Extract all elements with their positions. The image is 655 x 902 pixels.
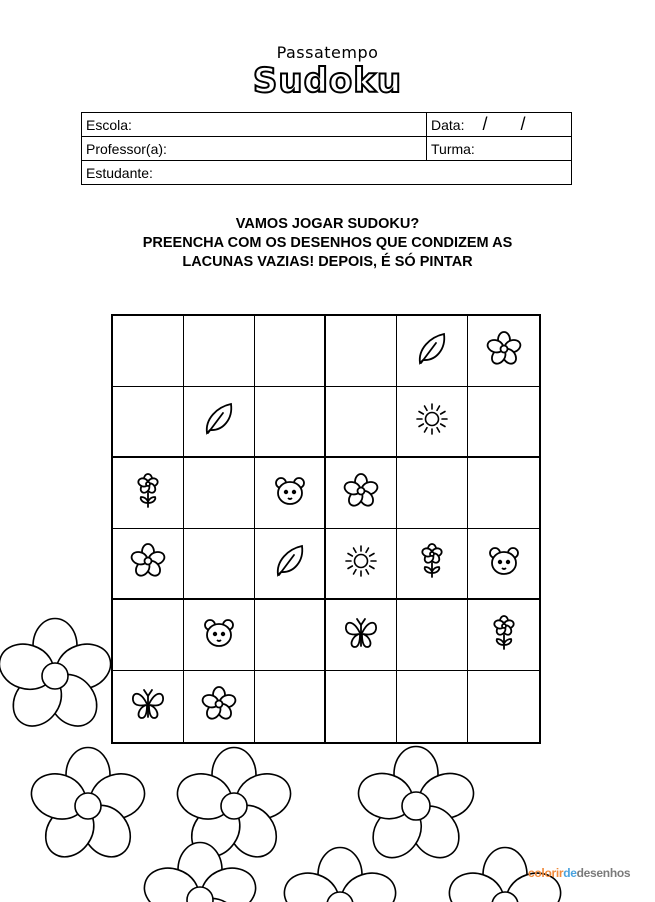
- sudoku-cell[interactable]: [468, 529, 539, 600]
- sudoku-cell[interactable]: [326, 458, 397, 529]
- butterfly-icon: [128, 684, 168, 729]
- sudoku-cell[interactable]: [184, 316, 255, 387]
- date-slashes: / /: [482, 114, 540, 134]
- sudoku-cell[interactable]: [397, 458, 468, 529]
- flower-icon: [199, 684, 239, 729]
- sudoku-cell[interactable]: [397, 600, 468, 671]
- instruction-line-3: LACUNAS VAZIAS! DEPOIS, É SÓ PINTAR: [182, 254, 473, 270]
- sudoku-cell[interactable]: [326, 387, 397, 458]
- sudoku-cell[interactable]: [255, 600, 326, 671]
- escola-label: Escola:: [86, 116, 132, 133]
- page-title: Sudoku: [252, 61, 403, 101]
- sudoku-cell[interactable]: [113, 316, 184, 387]
- sudoku-cell[interactable]: [468, 671, 539, 742]
- professor-label: Professor(a):: [86, 140, 167, 157]
- sudoku-cell[interactable]: [397, 671, 468, 742]
- sudoku-cell[interactable]: [397, 529, 468, 600]
- leaf-icon: [270, 541, 310, 586]
- turma-label: Turma:: [431, 140, 475, 157]
- sudoku-cell[interactable]: [184, 387, 255, 458]
- sudoku-cell[interactable]: [468, 458, 539, 529]
- leaf-icon: [412, 329, 452, 374]
- bear-icon: [484, 541, 524, 586]
- butterfly-icon: [341, 613, 381, 658]
- instruction-line-2: PREENCHA COM OS DESENHOS QUE CONDIZEM AS: [142, 235, 513, 251]
- sudoku-cell[interactable]: [255, 458, 326, 529]
- flower-icon: [484, 329, 524, 374]
- tulip-icon: [412, 541, 452, 586]
- sudoku-cell[interactable]: [468, 316, 539, 387]
- sun-icon: [412, 399, 452, 444]
- flower-icon: [341, 471, 381, 516]
- sudoku-cell[interactable]: [184, 671, 255, 742]
- sudoku-cell[interactable]: [255, 671, 326, 742]
- sudoku-cell[interactable]: [113, 671, 184, 742]
- bear-icon: [270, 471, 310, 516]
- sun-icon: [341, 541, 381, 586]
- sudoku-cell[interactable]: [255, 316, 326, 387]
- sudoku-cell[interactable]: [184, 458, 255, 529]
- sudoku-cell[interactable]: [113, 458, 184, 529]
- sudoku-cell[interactable]: [326, 600, 397, 671]
- sudoku-grid: [111, 314, 541, 744]
- sudoku-cell[interactable]: [113, 600, 184, 671]
- page-subtitle: Passatempo: [276, 43, 379, 62]
- tulip-icon: [484, 613, 524, 658]
- sudoku-cell[interactable]: [255, 529, 326, 600]
- flower-icon: [128, 541, 168, 586]
- leaf-icon: [199, 399, 239, 444]
- sudoku-cell[interactable]: [397, 316, 468, 387]
- sudoku-cell[interactable]: [468, 600, 539, 671]
- sudoku-cell[interactable]: [184, 529, 255, 600]
- sudoku-cell[interactable]: [113, 387, 184, 458]
- estudante-label: Estudante:: [86, 164, 153, 181]
- data-label: Data:: [431, 117, 465, 133]
- instruction-line-1: VAMOS JOGAR SUDOKU?: [235, 216, 420, 232]
- sudoku-cell[interactable]: [397, 387, 468, 458]
- sudoku-cell[interactable]: [326, 316, 397, 387]
- tulip-icon: [128, 471, 168, 516]
- sudoku-cell[interactable]: [326, 671, 397, 742]
- bear-icon: [199, 613, 239, 658]
- sudoku-cell[interactable]: [113, 529, 184, 600]
- sudoku-cell[interactable]: [255, 387, 326, 458]
- sudoku-cell[interactable]: [326, 529, 397, 600]
- sudoku-cell[interactable]: [184, 600, 255, 671]
- watermark-logo: colorirdedesenhos: [528, 866, 631, 880]
- sudoku-cell[interactable]: [468, 387, 539, 458]
